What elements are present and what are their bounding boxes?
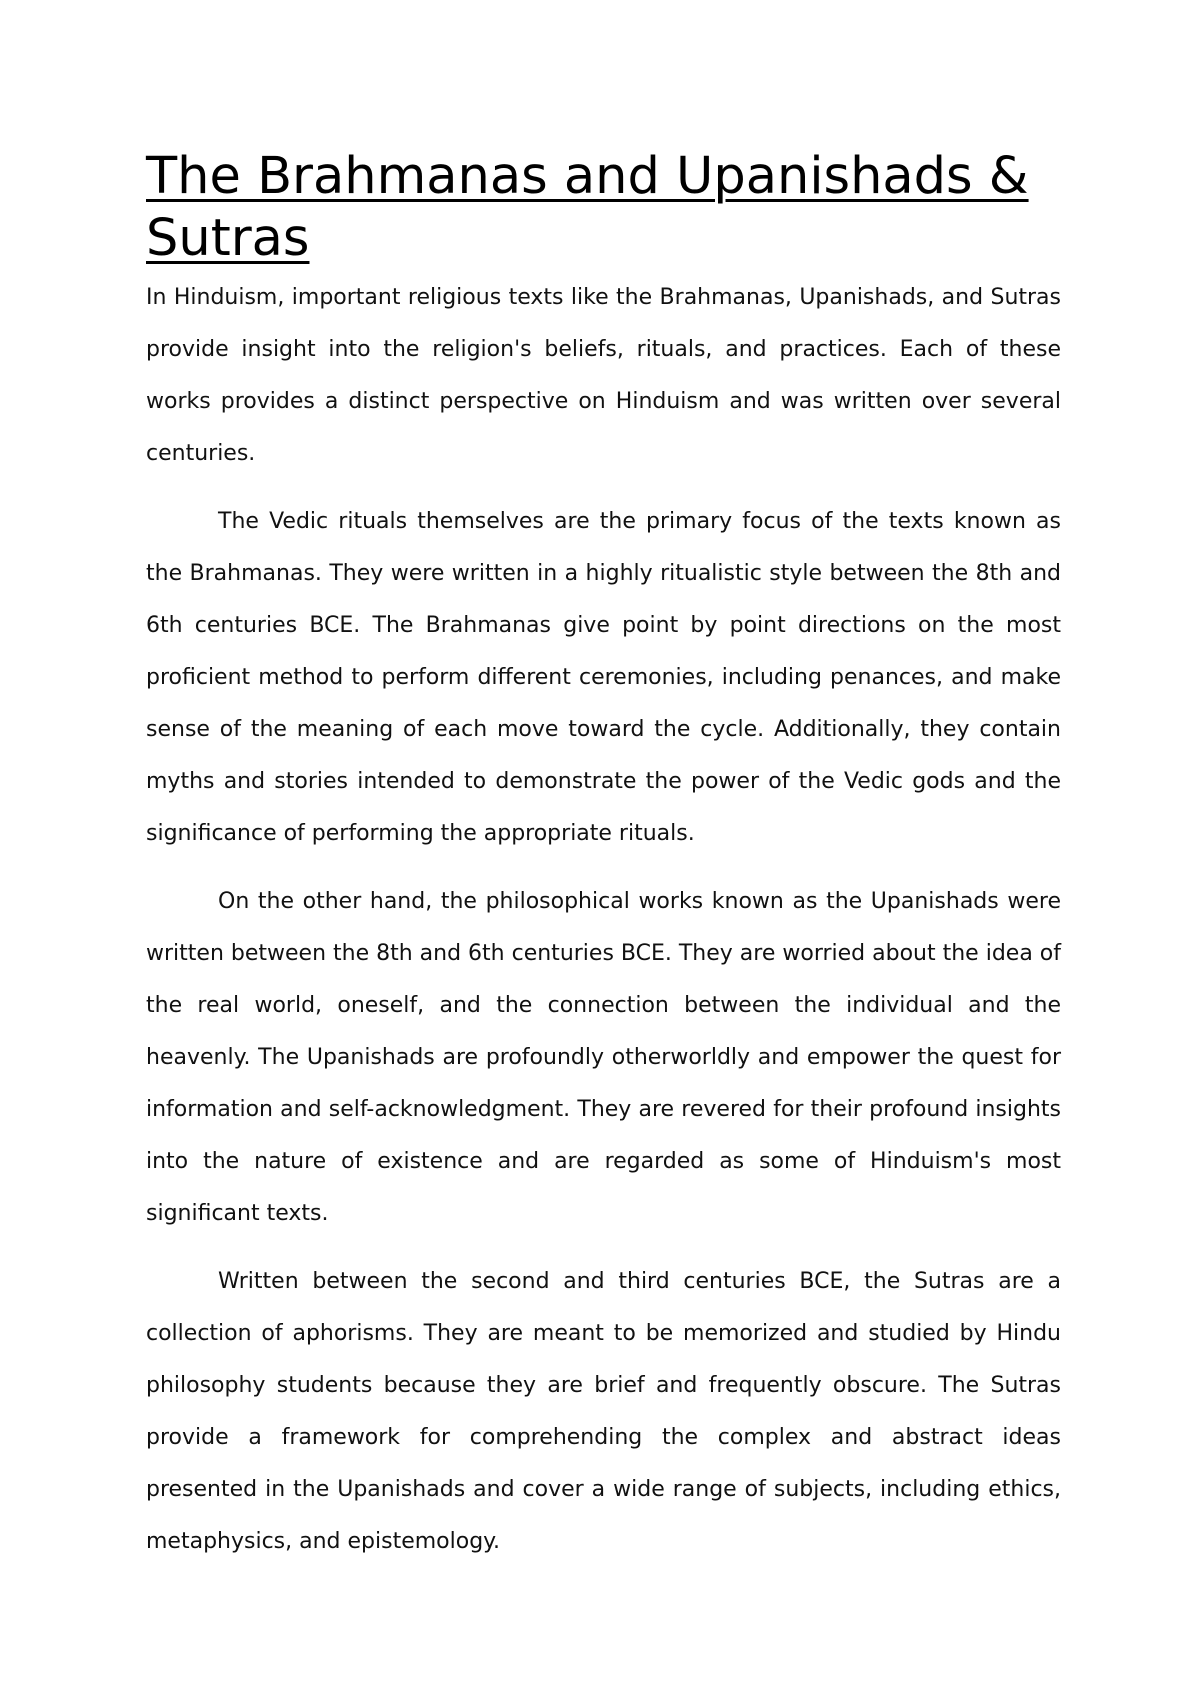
upanishads-paragraph: On the other hand, the philosophical works known as the Upanishads were written between the 8th and 6th centuries BCE. They are worried about the idea of the real world, oneself, and the connection between the individual and the heavenly. The Upanishads are profoundly otherworldly and empower the quest for information and self-acknowledgment. They are revered for their profound insights into the nature of existence and are regarded as some of Hinduism's most significant texts.	[146, 889, 1061, 1226]
intro-paragraph: In Hinduism, important religious texts like the Brahmanas, Upanishads, and Sutras provide insight into the religion's beliefs, rituals, and practices. Each of these works provides a distinct perspective on Hinduism and was written over several centuries.	[146, 285, 1061, 466]
sutras-paragraph: Written between the second and third centuries BCE, the Sutras are a collection of aphorisms. They are meant to be memorized and studied by Hindu philosophy students because they are brief and frequently obscure. The Sutras provide a framework for comprehending the complex and abstract ideas presented in the Upanishads and cover a wide range of subjects, including ethics, metaphysics, and epistemology.	[146, 1269, 1061, 1554]
document-title: The Brahmanas and Upanishads & Sutras	[146, 147, 1029, 268]
brahmanas-paragraph: The Vedic rituals themselves are the primary focus of the texts known as the Brahmanas. They were written in a highly ritualistic style between the 8th and 6th centuries BCE. The Brahmanas give point by point directions on the most proficient method to perform different ceremonies, including penances, and make sense of the meaning of each move toward the cycle. Additionally, they contain myths and stories intended to demonstrate the power of the Vedic gods and the significance of performing the appropriate rituals.	[146, 509, 1061, 846]
document-body	[146, 146, 1061, 1568]
